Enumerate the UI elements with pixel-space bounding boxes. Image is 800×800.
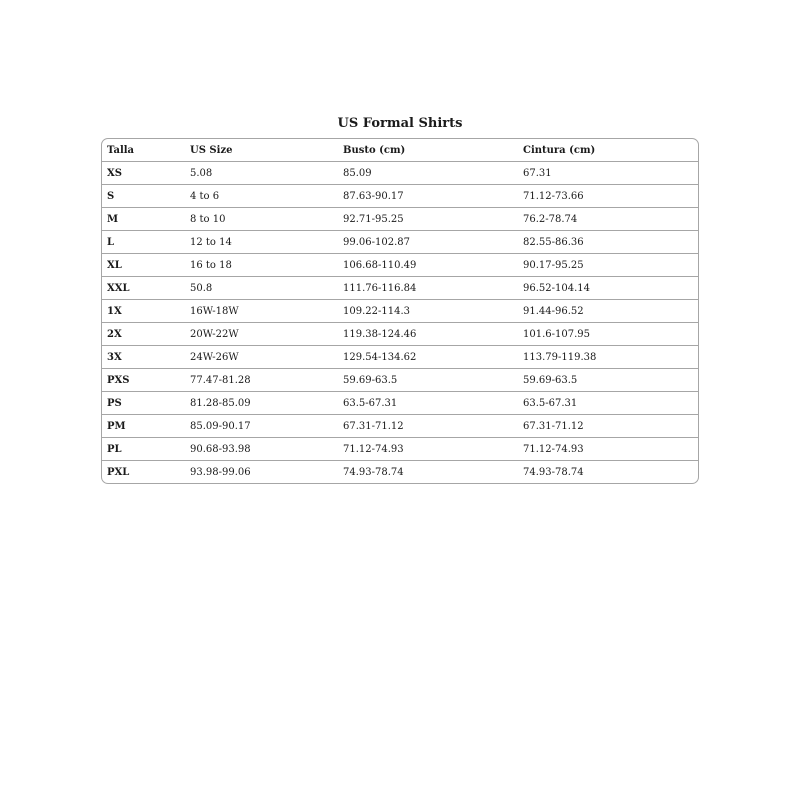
cell-busto: 99.06-102.87 [338,231,518,254]
cell-talla: PL [102,438,185,461]
table-row [102,346,698,369]
cell-talla: L [102,231,185,254]
table-row [102,162,698,185]
cell-us-size: 20W-22W [185,323,338,346]
cell-cintura: 71.12-74.93 [518,438,698,461]
table-header-row [102,139,698,162]
cell-cintura: 74.93-78.74 [523,466,584,478]
cell-talla: S [102,185,185,208]
cell-busto: 74.93-78.74 [343,466,404,478]
table-row [102,438,698,461]
cell-cintura: 82.55-86.36 [518,231,698,254]
cell-busto: 111.76-116.84 [338,277,518,300]
table-body [102,162,698,484]
cell-cintura: 67.31-71.12 [518,415,698,438]
cell-busto: 63.5-67.31 [338,392,518,415]
cell-cintura: 71.12-73.66 [518,185,698,208]
cell-busto: 87.63-90.17 [338,185,518,208]
table-row [102,208,698,231]
cell-us-size: 93.98-99.06 [190,466,251,478]
cell-us-size: 4 to 6 [185,185,338,208]
header-us-size: US Size [185,139,338,162]
cell-us-size: 5.08 [185,162,338,185]
cell-busto: 59.69-63.5 [338,369,518,392]
cell-us-size: 85.09-90.17 [185,415,338,438]
cell-cintura: 76.2-78.74 [518,208,698,231]
table-row [102,231,698,254]
cell-talla: PXS [102,369,185,392]
table-row [102,185,698,208]
cell-busto: 109.22-114.3 [338,300,518,323]
cell-busto: 85.09 [338,162,518,185]
cell-busto: 92.71-95.25 [338,208,518,231]
cell-cintura: 101.6-107.95 [518,323,698,346]
table-row [102,300,698,323]
table-row [102,461,698,484]
cell-us-size: 24W-26W [185,346,338,369]
table-row [102,369,698,392]
cell-busto: 67.31-71.12 [338,415,518,438]
cell-cintura: 91.44-96.52 [518,300,698,323]
cell-talla: 2X [102,323,185,346]
table-row [102,415,698,438]
size-chart-table [102,139,698,483]
header-busto: Busto (cm) [338,139,518,162]
cell-talla: M [102,208,185,231]
cell-talla: 3X [102,346,185,369]
cell-talla: PM [102,415,185,438]
cell-busto: 129.54-134.62 [338,346,518,369]
size-chart-table-container [101,138,699,484]
cell-cintura: 67.31 [518,162,698,185]
cell-talla: XL [102,254,185,277]
page-title: US Formal Shirts [337,116,463,131]
cell-cintura: 63.5-67.31 [518,392,698,415]
header-talla: Talla [102,139,185,162]
table-row [102,277,698,300]
cell-talla: XS [102,162,185,185]
cell-us-size: 50.8 [185,277,338,300]
cell-us-size: 81.28-85.09 [185,392,338,415]
cell-us-size: 16 to 18 [185,254,338,277]
cell-cintura: 59.69-63.5 [518,369,698,392]
cell-us-size: 12 to 14 [185,231,338,254]
cell-talla: PS [102,392,185,415]
cell-cintura: 113.79-119.38 [518,346,698,369]
cell-cintura: 96.52-104.14 [518,277,698,300]
header-cintura: Cintura (cm) [518,139,698,162]
cell-talla: XXL [102,277,185,300]
table-row [102,323,698,346]
table-row [102,254,698,277]
cell-us-size: 77.47-81.28 [185,369,338,392]
cell-busto: 119.38-124.46 [338,323,518,346]
cell-us-size: 8 to 10 [185,208,338,231]
cell-busto: 106.68-110.49 [338,254,518,277]
table-row [102,392,698,415]
cell-talla: PXL [107,466,130,478]
cell-busto: 71.12-74.93 [338,438,518,461]
cell-cintura: 90.17-95.25 [518,254,698,277]
cell-us-size: 90.68-93.98 [185,438,338,461]
cell-us-size: 16W-18W [185,300,338,323]
cell-talla: 1X [102,300,185,323]
